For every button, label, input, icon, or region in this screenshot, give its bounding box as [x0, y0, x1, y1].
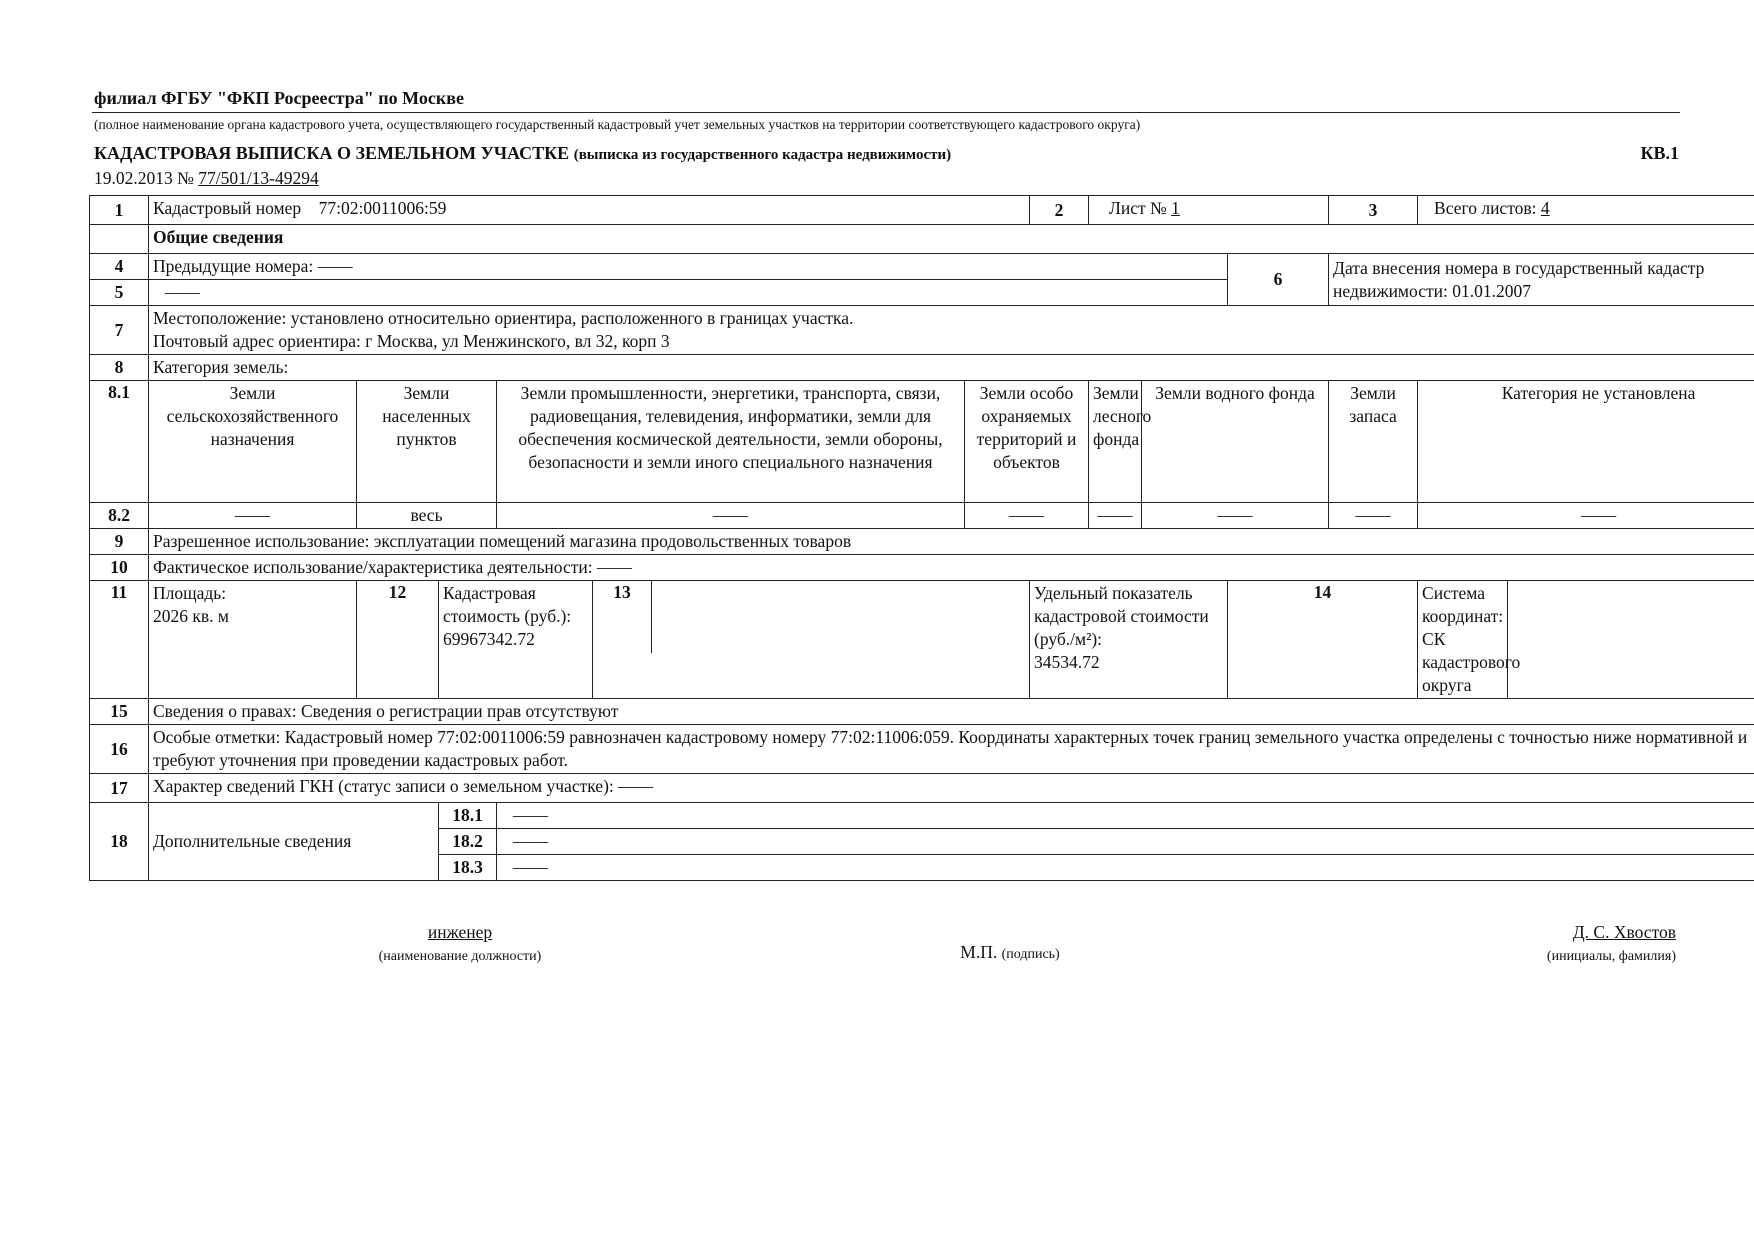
area-label: Площадь:: [153, 583, 227, 603]
signer-position-note: (наименование должности): [378, 949, 542, 964]
row-8-2: [90, 503, 1754, 529]
cadastral-value-amount: 69967342.72: [443, 629, 535, 649]
permitted-use: Разрешенное использование: эксплуатации помещений магазина продовольственных товаров: [149, 529, 1754, 555]
category-value-forest: ——: [1089, 503, 1142, 529]
category-header-industry: Земли промышленности, энергетики, транспорта, связи, радиовещания, телевидения, информатики, земли для обеспечения космической деятельности, земли обороны, безопасности и земли иного специального назначения: [497, 381, 965, 503]
row-18-1-value: ——: [497, 803, 1754, 829]
org-underline: [92, 112, 1680, 113]
registration-date: Дата внесения номера в государственный кадастр недвижимости: 01.01.2007: [1329, 254, 1754, 306]
row-18-1: [90, 803, 1754, 829]
category-value-water: ——: [1142, 503, 1329, 529]
land-category-label: Категория земель:: [149, 355, 1754, 381]
category-value-settlements: весь: [357, 503, 497, 529]
row-18-3-number: 18.3: [439, 855, 497, 881]
row-13-number-inner: 13: [593, 581, 652, 653]
row-8-1-number: 8.1: [90, 381, 149, 503]
specific-value-cell: [593, 581, 1030, 699]
sheet-number-cell: [1089, 196, 1329, 225]
row-14-number: 14: [1228, 581, 1418, 699]
row-18-3-value: ——: [497, 855, 1754, 881]
row-6-number: 6: [1228, 254, 1329, 306]
row-18-2-number: 18.2: [439, 829, 497, 855]
specific-value-inner: [652, 581, 1029, 653]
signature-position-block: [340, 922, 580, 965]
row-4-number: 4: [90, 254, 149, 280]
category-header-not-set: Категория не установлена: [1418, 381, 1754, 503]
row-16-number: 16: [90, 725, 149, 774]
category-value-reserve: ——: [1329, 503, 1418, 529]
row-17: [90, 774, 1754, 803]
sheet-number-label: Лист №: [1109, 198, 1167, 218]
specific-value-label: Удельный показатель кадастровой стоимости (руб./м²):: [1034, 583, 1209, 649]
category-header-forest: Земли лесного фонда: [1089, 381, 1142, 503]
cadastral-number-value: 77:02:0011006:59: [318, 198, 447, 218]
location: [149, 306, 1754, 355]
row-8: [90, 355, 1754, 381]
category-header-water: Земли водного фонда: [1142, 381, 1329, 503]
document-title-main: КАДАСТРОВАЯ ВЫПИСКА О ЗЕМЕЛЬНОМ УЧАСТКЕ: [94, 143, 570, 163]
category-header-reserve: Земли запаса: [1329, 381, 1418, 503]
coordinate-system-cell: [1418, 581, 1521, 699]
cadastral-value-cell: [439, 581, 593, 699]
row-5-number: 5: [90, 280, 149, 306]
cadastral-number-label: Кадастровый номер: [153, 198, 302, 218]
row-8-number: 8: [90, 355, 149, 381]
coordinate-system-value: СК кадастрового округа: [1422, 629, 1521, 695]
row-16: [90, 725, 1754, 774]
document-title-sub: (выписка из государственного кадастра недвижимости): [573, 147, 952, 163]
row-18-2-value: ——: [497, 829, 1754, 855]
row-9: [90, 529, 1754, 555]
signature-note: (подпись): [1001, 947, 1060, 962]
row-1-number: 1: [90, 196, 149, 225]
row-2-number: 2: [1030, 196, 1089, 225]
row-4: [90, 254, 1754, 280]
cadastral-number-cell: [149, 196, 1030, 225]
previous-numbers: Предыдущие номера: ——: [149, 254, 1228, 280]
signer-name-note: (инициалы, фамилия): [1546, 949, 1676, 964]
area-cell: [149, 581, 357, 699]
row-8-2-number: 8.2: [90, 503, 149, 529]
document-number: 77/501/13-49294: [198, 168, 319, 188]
coordinate-system-label: Система координат:: [1422, 583, 1504, 626]
sheet-number-value: 1: [1171, 198, 1180, 218]
additional-info-label: Дополнительные сведения: [149, 803, 439, 881]
general-section-row: [90, 225, 1754, 254]
category-header-agricultural: Земли сельскохозяйственного назначения: [149, 381, 357, 503]
row-10-number: 10: [90, 555, 149, 581]
row-15-number: 15: [90, 699, 149, 725]
rights-info: Сведения о правах: Сведения о регистрации прав отсутствуют: [149, 699, 1754, 725]
signer-position: инженер: [427, 922, 493, 942]
specific-value-text: [1030, 581, 1228, 699]
total-sheets-value: 4: [1540, 198, 1550, 218]
row-15: [90, 699, 1754, 725]
number-sign: №: [177, 168, 194, 188]
general-section-number: [90, 225, 149, 254]
stamp-label: М.П.: [960, 942, 998, 962]
row-9-number: 9: [90, 529, 149, 555]
cadastral-value-label: Кадастровая стоимость (руб.):: [443, 583, 572, 626]
row-10: [90, 555, 1754, 581]
row-17-number: 17: [90, 774, 149, 803]
row-18-number: 18: [90, 803, 149, 881]
extract-table: [89, 195, 1754, 881]
category-value-not-set: ——: [1418, 503, 1754, 529]
row-12-number: 12: [357, 581, 439, 699]
row-8-1: [90, 381, 1754, 503]
gkn-status: Характер сведений ГКН (статус записи о земельном участке): ——: [149, 774, 1754, 803]
org-name: филиал ФГБУ "ФКП Росреестра" по Москве: [94, 88, 464, 108]
special-notes: Особые отметки: Кадастровый номер 77:02:0011006:59 равнозначен кадастровому номеру 77:02:11006:059. Координаты характерных точек границ земельного участка определены с точностью ниже нормативной и требуют уточнения при проведении кадастровых работ.: [149, 725, 1754, 774]
specific-value-amount: 34534.72: [1034, 652, 1100, 672]
category-header-protected: Земли особо охраняемых территорий и объектов: [965, 381, 1089, 503]
row-11-14: [90, 581, 1754, 699]
category-value-protected: ——: [965, 503, 1089, 529]
document-title: [94, 143, 951, 164]
row-5-value: ——: [149, 280, 1228, 306]
general-section-title: Общие сведения: [149, 225, 1754, 254]
document-date-number: [94, 168, 319, 189]
location-line-2: Почтовый адрес ориентира: г Москва, ул Менжинского, вл 32, корп 3: [153, 331, 670, 351]
org-note: (полное наименование органа кадастрового учета, осуществляющего государственный кадастровый учет земельных участков на территории соответствующего кадастрового округа): [94, 117, 1141, 132]
row-1: [90, 196, 1754, 225]
category-value-agricultural: ——: [149, 503, 357, 529]
row-7: [90, 306, 1754, 355]
document-date: 19.02.2013: [94, 168, 173, 188]
total-sheets-label: Всего листов:: [1434, 198, 1537, 218]
stamp-block: [890, 942, 1130, 963]
category-header-settlements: Земли населенных пунктов: [357, 381, 497, 503]
area-value: 2026 кв. м: [153, 606, 229, 626]
location-line-1: Местоположение: установлено относительно ориентира, расположенного в границах участка.: [153, 308, 854, 328]
form-code: КВ.1: [1640, 143, 1679, 163]
total-sheets-cell: [1418, 196, 1754, 225]
row-3-number: 3: [1329, 196, 1418, 225]
row-18-1-number: 18.1: [439, 803, 497, 829]
row-7-number: 7: [90, 306, 149, 355]
row-11-number: 11: [90, 581, 149, 699]
actual-use: Фактическое использование/характеристика деятельности: ——: [149, 555, 1754, 581]
category-value-industry: ——: [497, 503, 965, 529]
signature-name-block: [1460, 922, 1676, 965]
signer-name: Д. С. Хвостов: [1572, 922, 1676, 942]
